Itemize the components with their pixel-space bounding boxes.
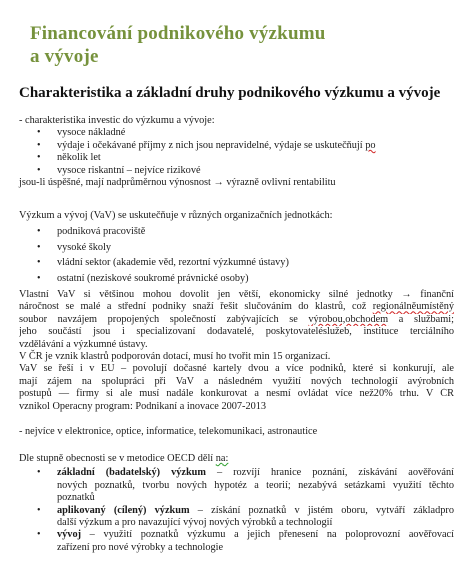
section-investment-characteristics [19, 115, 454, 189]
section-organizational-units [19, 210, 454, 288]
paragraph-intro: - charakteristika investic do výzkumu a vývoje: [19, 115, 215, 126]
bullet-list [19, 467, 454, 554]
paragraph-line [19, 301, 454, 313]
list-item-line [57, 529, 454, 541]
text-run: – využití poznatků výzkumu a jejich přenesení na poloprovozní aověřovací [81, 529, 454, 541]
list-item: • vysoce riskantní – nejvíce rizikové [19, 165, 454, 177]
list-item-line: nových poznatků, tvorbu nových hypotéz a teorií; nezabývá setázkami využití těchto [57, 479, 454, 491]
title-line-2: a vývoje [30, 46, 99, 67]
paragraph-line: vznikol Operacny program: Podnikaní a inovace 2007-2013 [19, 400, 267, 412]
paragraph-line: mají zájem na spolupráci při VaV a následném využití nových technologií avýrobních [19, 375, 454, 387]
term: vývoj [57, 529, 82, 541]
paragraph-line [19, 314, 454, 326]
list-item: • několik let [19, 152, 454, 164]
section-oecd-classification [19, 453, 454, 554]
list-item: • podniková pracoviště [19, 226, 454, 242]
paragraph-line: postupů — firmy si ale musí nadále konkurovat a nesmí ovládat více než20% trhu. V ČR [19, 388, 454, 400]
bullet-list [19, 127, 454, 177]
paragraph-line: Vlastní VaV si většinou mohou dovolit jen větší, ekonomicky silné jednotky → finanční [19, 289, 454, 300]
bullet-list [19, 226, 454, 288]
term: aplikovaný (cílený) výzkum [57, 504, 190, 516]
list-item-line: další výzkum a pro navazující vývoj nových výrobků a technologií [57, 516, 333, 528]
paragraph-line: jeho součástí jsou i specializovaní dodavatelé, poskytovateléslužeb, instituce terciálního [19, 326, 454, 338]
list-item: • vysoce nákladné [19, 127, 454, 139]
paragraph-line: V ČR je vznik klastrů podporován dotací, musí ho tvořit min 15 organizací. [19, 350, 331, 362]
list-item-text: výdaje i očekávané příjmy z nich jsou nepravidelné, výdaje se uskutečňují [57, 139, 366, 151]
text-run: náročnost se malé a střední podniky snaží řešit slučováním do klastrů, což [19, 301, 373, 313]
text-run: – rozvíjí hranice poznání, získávání aověřování [205, 467, 454, 479]
list-item-basic-research [19, 467, 454, 504]
paragraph-line: VaV se řeší i v EU – povolují dočasné kartely dvou a více podniků, které si konkurují, ale [19, 363, 454, 375]
text-run: a službami; [388, 313, 454, 325]
list-item-applied-research [19, 505, 454, 530]
document-title [30, 22, 450, 68]
grammar-flag: na: [215, 453, 229, 464]
paragraph-intro: Výzkum a vývoj (VaV) se uskutečňuje v různých organizačních jednotkách: [19, 210, 333, 221]
list-item-line: zařízení pro nové výrobky a technologie [57, 541, 224, 553]
list-item [19, 140, 454, 152]
paragraph-text: jsou-li úspěšné, mají nadprůměrnou výnosnost → výrazně ovlivní rentabilitu [19, 176, 336, 188]
text-run: Dle stupně obecnosti se v metodice OECD dělí [19, 453, 216, 464]
term: základní (badatelský) výzkum [57, 467, 206, 479]
paragraph-text: - nejvíce v elektronice, optice, informatice, telekomunikaci, astronautice [19, 426, 318, 437]
list-item: • ostatní (neziskové soukromé právnické osoby) [19, 273, 454, 289]
section-heading: Charakteristika a základní druhy podnikového výzkumu a vývoje [19, 85, 441, 101]
section-industries [19, 426, 454, 438]
text-run: – získání poznatků v jistém oboru, vytváří základpro [189, 504, 454, 516]
paragraph-intro [19, 453, 454, 465]
list-item-line [57, 467, 454, 479]
text-run: soubor navzájem propojených společností zabývajících se [19, 313, 309, 325]
list-item: • vysoké školy [19, 242, 454, 258]
list-item-line: poznatků [57, 492, 95, 504]
spellcheck-flag: po [365, 139, 376, 151]
section-clusters-paragraph [19, 289, 454, 413]
spellcheck-flag: výrobou,obchodem [308, 313, 389, 325]
paragraph-line: vzdělávání a výzkumné ústavy. [19, 338, 148, 350]
list-item-development [19, 529, 454, 554]
list-item: • vládní sektor (akademie věd, rezortní výzkumné ústavy) [19, 257, 454, 273]
spellcheck-flag: regionálněumístěný [372, 301, 454, 313]
title-line-1: Financování podnikového výzkumu [30, 23, 326, 44]
list-item-line [57, 505, 454, 517]
